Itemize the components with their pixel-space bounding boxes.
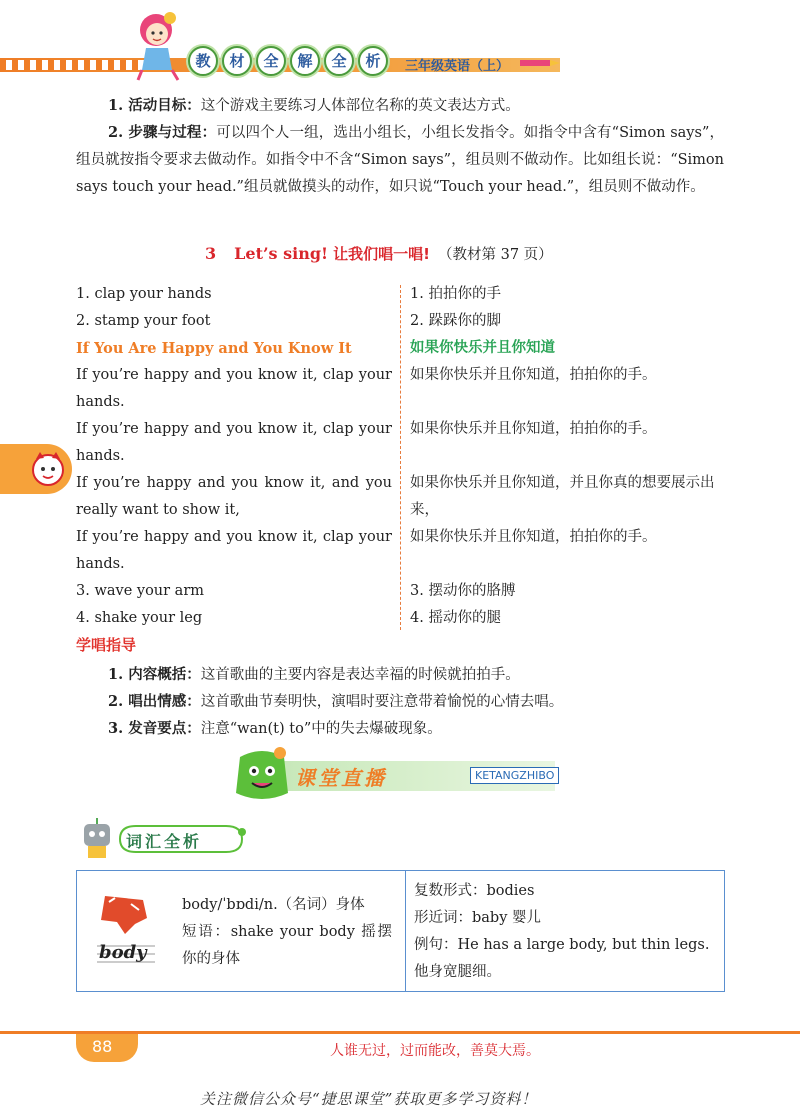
page-header — [0, 0, 800, 95]
song-row-cn: 4. 摇动你的腿 — [410, 610, 501, 626]
header-checker-pattern — [0, 60, 150, 70]
vocab-right-line: 他身宽腿细。 — [414, 964, 501, 980]
song-row-cn: 2. 跺跺你的脚 — [410, 313, 501, 329]
cartoon-face-icon — [30, 451, 66, 487]
header-title-circles — [188, 46, 388, 76]
header-title-char: 解 — [290, 46, 320, 76]
pencil-icon — [520, 56, 562, 70]
footer-motto: 人谁无过，过而能改，善莫大焉。 — [330, 1043, 540, 1059]
header-title-char: 教 — [188, 46, 218, 76]
song-row-en: If you’re happy and you know it, clap your hands. — [76, 421, 392, 464]
watermark-text: 关注微信公众号“捷思课堂”获取更多学习资料！ — [200, 1090, 538, 1108]
body-word-illustration — [95, 890, 157, 970]
activity-goal: 1. 活动目标：这个游戏主要练习人体部位名称的英文表达方式。 — [108, 97, 520, 114]
guide-item: 1. 内容概括：这首歌曲的主要内容是表达幸福的时候就拍拍手。 — [108, 666, 520, 683]
song-row-en: If you’re happy and you know it, clap your hands. — [76, 529, 392, 572]
vocab-right-line: 形近词：baby 婴儿 — [414, 910, 542, 926]
header-title-char: 全 — [256, 46, 286, 76]
vocab-right-line: 复数形式：bodies — [414, 883, 535, 899]
song-row-cn: 如果你快乐并且你知道，拍拍你的手。 — [410, 367, 657, 383]
vocab-left-line: 短语：shake your body 摇摆你的身体 — [182, 924, 392, 967]
singing-guide-title: 学唱指导 — [76, 636, 137, 654]
section-title: 3 Let’s sing! 让我们唱一唱! （教材第 37 页） — [205, 244, 553, 263]
body-handwriting-text: body — [99, 942, 147, 963]
song-row-en: If you’re happy and you know it, and you really want to show it, — [76, 475, 392, 518]
song-row-en: 3. wave your arm — [76, 583, 205, 599]
guide-item: 2. 唱出情感：这首歌曲节奏明快，演唱时要注意带着愉悦的心情去唱。 — [108, 693, 564, 710]
song-row-en: 1. clap your hands — [76, 286, 212, 302]
song-row-cn: 1. 拍拍你的手 — [410, 286, 501, 302]
header-title-char: 材 — [222, 46, 252, 76]
song-row-en: 4. shake your leg — [76, 610, 203, 626]
song-row-en: 2. stamp your foot — [76, 313, 211, 329]
song-row-cn: 如果你快乐并且你知道，拍拍你的手。 — [410, 529, 657, 545]
cartoon-girl-icon — [130, 8, 185, 83]
green-mascot-icon — [230, 745, 294, 805]
page-number: 88 — [92, 1037, 113, 1056]
song-title-cn: 如果你快乐并且你知道 — [410, 340, 555, 356]
song-row-cn: 如果你快乐并且你知道，拍拍你的手。 — [410, 421, 657, 437]
vocab-table-divider — [405, 870, 406, 992]
vocab-section-title: 词汇全析 — [126, 832, 203, 851]
column-divider — [400, 285, 401, 630]
activity-steps: 2. 步骤与过程：可以四个人一组，选出小组长，小组长发指令。如指令中含有“Simon says”，组员就按指令要求去做动作。如指令中不含“Simon says”，组员则不做动作。比如组长说：“Simon says touch your head.”组员就做摸头的动作，如只说“Touch your head.”，组员则不做动作。 — [76, 124, 725, 195]
banner-title: 课堂直播 — [295, 766, 387, 790]
header-title-char: 析 — [358, 46, 388, 76]
song-title-en: If You Are Happy and You Know It — [76, 340, 352, 357]
song-row-cn: 3. 摆动你的胳膊 — [410, 583, 516, 599]
header-title-char: 全 — [324, 46, 354, 76]
class-broadcast-banner — [230, 745, 575, 805]
banner-pinyin: KETANGZHIBO — [470, 767, 559, 784]
vocab-section-header — [76, 818, 246, 860]
vocab-right-line: 例句：He has a large body, but thin legs. — [414, 937, 710, 953]
robot-mascot-icon — [76, 818, 120, 860]
song-row-cn: 如果你快乐并且你知道，并且你真的想要展示出来， — [410, 475, 715, 518]
header-book-name: 三年级英语（上） — [405, 59, 510, 74]
guide-item: 3. 发音要点：注意“wan(t) to”中的失去爆破现象。 — [108, 720, 442, 737]
vocab-left-line: body/ˈbɒdi/n.（名词）身体 — [182, 897, 365, 913]
song-row-en: If you’re happy and you know it, clap your hands. — [76, 367, 392, 410]
